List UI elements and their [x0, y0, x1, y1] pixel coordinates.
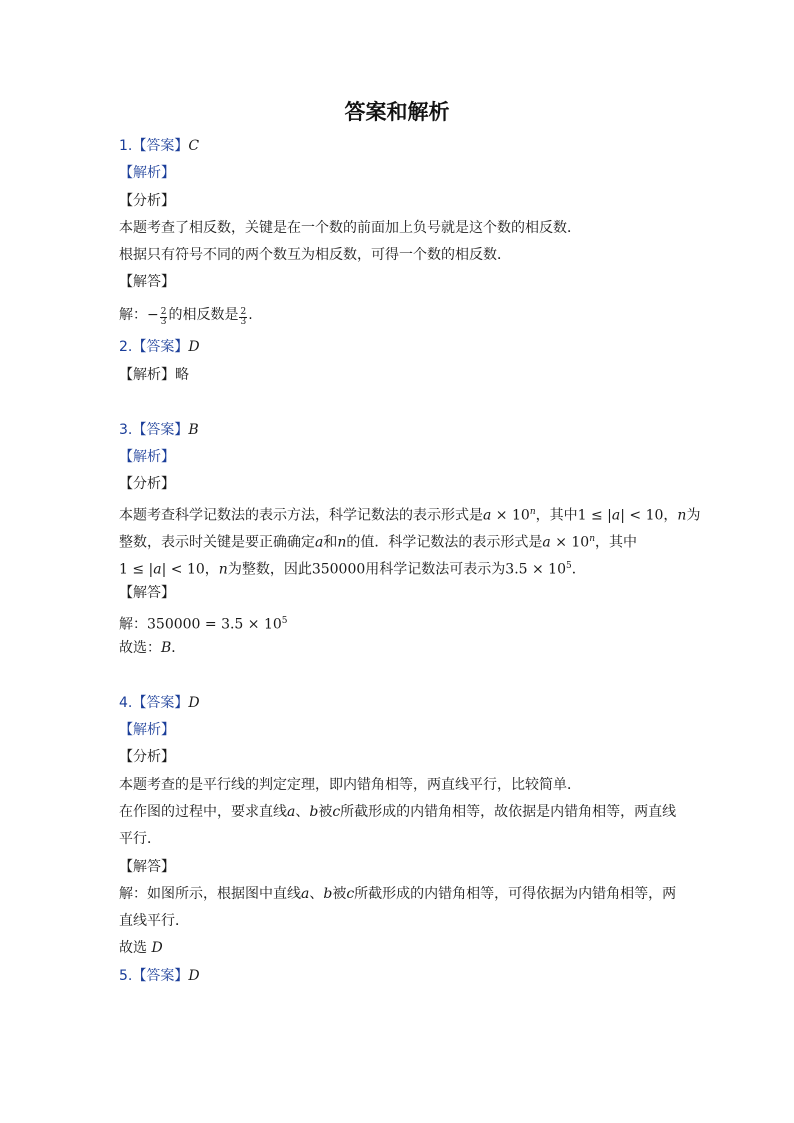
text-span: 被 — [318, 804, 333, 820]
text-span: ，其中 — [535, 507, 578, 524]
var-c: c — [346, 886, 355, 902]
var-a: a — [301, 886, 310, 902]
q3-analysis-label: 【解析】 — [119, 449, 175, 465]
q4-fenxi-text-2 — [119, 802, 676, 822]
choice-label: 故选： — [119, 640, 161, 656]
text-span: 用科学记数法可表示为 — [365, 561, 506, 578]
q4-answer-line — [119, 693, 200, 713]
q2-answer-value: D — [188, 339, 200, 355]
ineq-left: 1 ≤ | — [119, 561, 154, 578]
q1-fraction-1 — [160, 308, 168, 327]
q1-number: 1. — [119, 138, 133, 154]
var-a: a — [542, 534, 551, 551]
text-span: 、 — [309, 886, 324, 902]
text-span: 本题考查科学记数法的表示方法，科学记数法的表示形式是 — [119, 507, 483, 524]
q4-fenxi-text-1: 本题考查的是平行线的判定定理，即内错角相等，两直线平行，比较简单． — [119, 777, 581, 793]
answer-label: 【答案】 — [132, 138, 189, 154]
q4-fenxi-label: 【分析】 — [119, 749, 175, 765]
q3-fenxi-label: 【分析】 — [119, 476, 175, 492]
page-title: 答案和解析 — [344, 99, 450, 124]
frac-numerator: 2 — [240, 307, 247, 317]
text-span: 解：如图所示，根据图中直线 — [119, 886, 301, 902]
number-350000: 350000 — [311, 561, 366, 578]
var-n: n — [677, 507, 687, 524]
var-a: a — [483, 507, 492, 524]
q4-answer-value: D — [188, 695, 200, 711]
q2-analysis — [119, 365, 189, 385]
q1-period: . — [248, 307, 253, 323]
answer-label: 【答案】 — [132, 695, 189, 711]
exponent-n: n — [529, 507, 536, 517]
text-span: ，其中 — [595, 534, 637, 551]
text-span: 整数，表示时关键是要正确确定 — [119, 534, 315, 551]
var-c: c — [332, 804, 341, 820]
text-span: 在作图的过程中，要求直线 — [119, 804, 287, 820]
q1-fenxi-text-2: 根据只有符号不同的两个数互为相反数，可得一个数的相反数． — [119, 247, 511, 263]
q3-jieda-label: 【解答】 — [119, 585, 175, 601]
text-span: 所截形成的内错角相等，可得依据为内错角相等，两 — [354, 886, 677, 902]
q1-answer-line — [119, 136, 199, 156]
q3-solution — [119, 611, 288, 635]
var-n: n — [218, 561, 228, 578]
q3-number: 3. — [119, 422, 133, 438]
sci-notation: 3.5 × 10 — [505, 561, 566, 578]
frac-denominator: 3 — [240, 317, 247, 327]
text-span: ． — [571, 561, 586, 578]
q3-fenxi-text-2 — [119, 529, 637, 553]
q5-answer-line — [119, 966, 200, 986]
answer-label: 【答案】 — [132, 422, 189, 438]
times-ten: × 10 — [491, 507, 530, 524]
q2-number: 2. — [119, 339, 133, 355]
q4-solution-2: 直线平行． — [119, 913, 189, 929]
q1-answer-value: C — [188, 138, 200, 154]
var-a: a — [287, 804, 296, 820]
choice-value: B — [161, 640, 172, 656]
frac-denominator: 3 — [160, 317, 167, 327]
text-span: 的值．科学记数法的表示形式是 — [346, 534, 543, 551]
exponent-n: n — [589, 534, 595, 544]
text-span: ， — [663, 507, 678, 524]
text-span: 和 — [323, 534, 338, 551]
q3-fenxi-text-3 — [119, 556, 586, 580]
text-span: ． — [171, 640, 186, 656]
q1-fraction-2 — [239, 308, 247, 327]
text-span: 、 — [295, 804, 310, 820]
var-a: a — [153, 561, 162, 578]
var-b: b — [323, 886, 333, 902]
exponent-5: 5 — [566, 561, 572, 571]
q1-fenxi-text-1: 本题考查了相反数，关键是在一个数的前面加上负号就是这个数的相反数． — [119, 220, 581, 236]
var-a: a — [611, 507, 621, 524]
choice-label: 故选 — [119, 940, 152, 956]
q1-analysis-label: 【解析】 — [119, 165, 175, 181]
text-span: 为整数，因此 — [227, 561, 312, 578]
q4-fenxi-text-3: 平行． — [119, 831, 161, 847]
var-a: a — [315, 534, 324, 551]
q3-answer-value: B — [188, 422, 199, 438]
q4-choice — [119, 938, 163, 958]
ineq-left: 1 ≤ | — [577, 507, 612, 524]
times-ten: × 10 — [550, 534, 590, 551]
q4-solution-1 — [119, 884, 676, 904]
q3-choice — [119, 638, 185, 658]
text-span: 所截形成的内错角相等，故依据是内错角相等，两直线 — [340, 804, 677, 820]
q1-fenxi-label: 【分析】 — [119, 193, 175, 209]
answer-label: 【答案】 — [132, 968, 189, 984]
q1-jieda-label: 【解答】 — [119, 274, 175, 290]
q5-number: 5. — [119, 968, 133, 984]
q1-sol-prefix: 解： — [119, 307, 147, 323]
q1-neg-sign: − — [147, 307, 159, 323]
q4-number: 4. — [119, 695, 133, 711]
ineq-right: | < 10 — [161, 561, 205, 578]
q3-answer-line — [119, 420, 199, 440]
answer-label: 【答案】 — [132, 339, 189, 355]
q2-answer-line — [119, 337, 200, 357]
ineq-right: | < 10 — [620, 507, 664, 524]
q2-analysis-text: 【解析】略 — [119, 367, 189, 383]
text-span: 为 — [686, 507, 701, 524]
var-b: b — [309, 804, 319, 820]
exponent-5: 5 — [281, 616, 288, 626]
text-span: ， — [204, 561, 219, 578]
q3-fenxi-text-1 — [119, 502, 700, 526]
choice-value: D — [151, 940, 163, 956]
q1-sol-mid: 的相反数是 — [168, 307, 239, 323]
q1-solution — [119, 305, 253, 327]
q4-jieda-label: 【解答】 — [119, 859, 175, 875]
frac-numerator: 2 — [160, 307, 167, 317]
q3-sol-text: 解：350000 = 3.5 × 10 — [119, 616, 282, 633]
var-n: n — [337, 534, 347, 551]
text-span: 被 — [332, 886, 347, 902]
q5-answer-value: D — [188, 968, 200, 984]
q4-analysis-label: 【解析】 — [119, 722, 175, 738]
